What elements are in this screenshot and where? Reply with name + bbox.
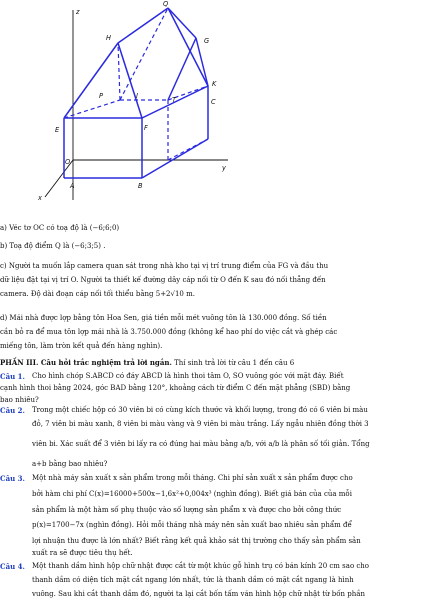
label-x: x xyxy=(38,194,42,202)
label-A: A xyxy=(70,182,75,190)
label-P: P xyxy=(99,92,103,100)
part-b: b) Toạ độ điểm Q là (−6;3;5) . xyxy=(0,242,106,250)
label-y: y xyxy=(222,164,226,172)
part-c-line-1: c) Người ta muốn lắp camera quan sát trong nhà kho tại vị trí trung điểm của FG và đầu thu xyxy=(0,262,329,270)
question-2-line-1: Trong một chiếc hộp có 30 viên bi có cùng kích thước và khối lượng, trong đó có 6 viên bi màu xyxy=(32,406,368,414)
question-2-line-4: a+b bằng bao nhiêu? xyxy=(32,460,108,468)
label-z: z xyxy=(76,8,80,16)
part-c-line-3: camera. Độ dài đoạn cáp nối tối thiểu bằng 5+2√10 m. xyxy=(0,290,195,298)
section-heading-line xyxy=(0,358,294,368)
question-1-line-3: bao nhiêu? xyxy=(0,396,39,404)
label-E: E xyxy=(55,126,60,134)
question-1-line-2: cạnh hình thoi bằng 2024, góc BAD bằng 120°, khoảng cách từ điểm C đến mặt phẳng (SBD) bằng xyxy=(0,384,351,392)
question-2-line-2: đỏ, 7 viên bi màu xanh, 8 viên bi màu vàng và 9 viên bi màu trắng. Lấy ngẫu nhiên đồng thời 3 xyxy=(32,420,369,428)
question-4-label: Câu 4. xyxy=(0,562,25,571)
question-1-label: Câu 1. xyxy=(0,372,25,381)
part-c-line-2: dữ liệu đặt tại vị trí O. Người ta thiết kế đường dây cáp nối từ O đến K sau đó nối thẳng đến xyxy=(0,276,326,284)
question-4-line-3: vuông. Sau khi cắt thanh dầm đó, người ta lại cắt bốn tấm ván hình hộp chữ nhật từ bốn phần xyxy=(32,590,366,598)
question-3-label: Câu 3. xyxy=(0,474,25,483)
warehouse-3d-figure xyxy=(0,0,440,205)
question-1-line-1: Cho hình chóp S.ABCD có đáy ABCD là hình thoi tâm O, SO vuông góc với mặt đáy. Biết xyxy=(32,372,344,380)
question-4-line-2: thanh dầm có diện tích mặt cắt ngang lớn nhất, tức là thanh dầm có mặt cắt ngang là hình xyxy=(32,576,354,584)
label-T: T xyxy=(172,96,177,104)
question-2-line-3: viên bi. Xác suất để 3 viên bi lấy ra có đúng hai màu bằng a/b, với a/b là phân số tối giản. Tổng xyxy=(32,440,370,448)
part-a: a) Véc tơ OC có toạ độ là (−6;6;0) xyxy=(0,224,120,232)
question-3-line-2: bởi hàm chi phí C(x)=16000+500x−1,6x²+0,004x³ (nghìn đồng). Biết giá bán của của mỗi xyxy=(32,490,352,498)
question-4-line-1: Một thanh dầm hình hộp chữ nhật được cắt từ một khúc gỗ hình trụ có bán kính 20 cm sao cho xyxy=(32,562,370,570)
label-K: K xyxy=(212,80,217,88)
label-O: O xyxy=(65,158,71,166)
label-G: G xyxy=(204,37,210,45)
label-I: I xyxy=(136,92,138,100)
question-3-line-3: sản phẩm là một hàm số phụ thuộc vào số lượng sản phẩm x và được cho bởi công thức xyxy=(32,506,342,514)
question-3-line-6: xuất ra sẽ được tiêu thụ hết. xyxy=(32,549,133,557)
part-d-line-2: cần bỏ ra để mua tôn lợp mái nhà là 3.750.000 đồng (không kể hao phí do việc cắt và ghép các xyxy=(0,328,338,336)
label-C: C xyxy=(211,98,216,106)
question-3-line-5: lợi nhuận thu được là lớn nhất? Biết rằng kết quả khảo sát thị trường cho thấy sản phẩm sản xyxy=(32,537,361,545)
section-heading: PHẦN III. Câu hỏi trắc nghiệm trả lời ngắn. xyxy=(0,358,172,367)
label-Q: Q xyxy=(163,0,169,8)
question-2-label: Câu 2. xyxy=(0,406,25,415)
label-B: B xyxy=(138,182,143,190)
label-F: F xyxy=(144,124,148,132)
question-3-line-1: Một nhà máy sản xuất x sản phẩm trong mỗi tháng. Chi phí sản xuất x sản phẩm được cho xyxy=(32,474,353,482)
part-d-line-1: d) Mái nhà được lợp bằng tôn Hoa Sen, giá tiền mỗi mét vuông tôn là 130.000 đồng. Số tiền xyxy=(0,314,327,322)
section-subheading: Thí sinh trả lời từ câu 1 đến câu 6 xyxy=(174,359,295,367)
part-d-line-3: miếng tôn, làm tròn kết quả đến hàng nghìn). xyxy=(0,342,163,350)
label-H: H xyxy=(106,34,111,42)
question-3-line-4: p(x)=1700−7x (nghìn đồng). Hỏi mỗi tháng nhà máy nên sản xuất bao nhiêu sản phẩm để xyxy=(32,521,352,529)
